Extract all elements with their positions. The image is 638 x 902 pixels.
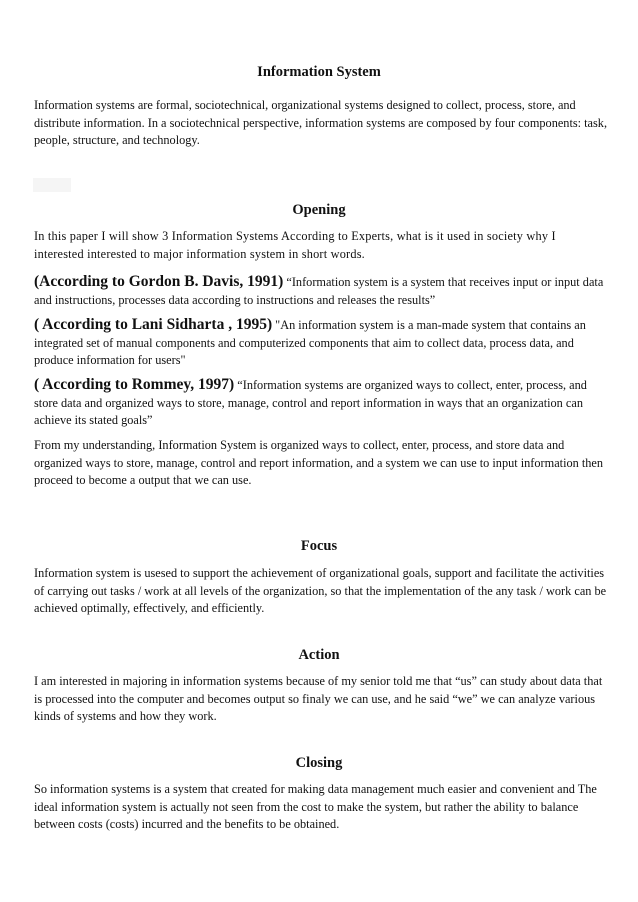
opening-heading: Opening	[292, 202, 346, 218]
intro-paragraph: Information systems are formal, sociotechnical, organizational systems designed to collect, process, store, and distribute information. In a sociotechnical perspective, information systems are composed by four components: task, people, structure, and technology.	[34, 98, 608, 147]
focus-heading: Focus	[300, 538, 338, 554]
closing-paragraph: So information systems is a system that created for making data management much easier and convenient and The ideal information system is actually not seen from the cost to make the system, but rather the ability to balance between costs (costs) incurred and the benefits to be obtained.	[34, 782, 597, 831]
opening-paragraph: In this paper I will show 3 Information Systems According to Experts, what is it used in society why I interested interested to major information system in short words.	[34, 229, 556, 261]
definition-rommey-text: “Information systems are organized ways to collect, enter, process, and store data and organized ways to store, manage, control and report information in ways that an organization can achieve its stated goals”	[34, 378, 587, 427]
definition-davis-text: “Information system is a system that receives input or input data and instructions, processes data according to instructions and releases the results”	[34, 275, 604, 307]
action-heading: Action	[298, 647, 340, 663]
definition-davis	[34, 273, 608, 309]
document-title: Information System	[257, 64, 381, 80]
action-paragraph: I am interested in majoring in information systems because of my senior told me that “us” can study about data that is processed into the computer and becomes output so finaly we can use, and he said “we” we can analyze various kinds of systems and how they work.	[34, 674, 603, 723]
focus-paragraph: Information system is usesed to support the achievement of organizational goals, support and facilitate the activities of carrying out tasks / work at all levels of the organization, so that the implementation of the any task / work can be achieved optimally, effectively, and efficiently.	[34, 566, 607, 615]
closing-heading: Closing	[295, 755, 343, 771]
definition-rommey	[34, 376, 608, 430]
definition-davis-lead: (According to Gordon B. Davis, 1991)	[34, 273, 284, 290]
blank-mark	[33, 178, 71, 192]
definition-rommey-lead: ( According to Rommey, 1997)	[34, 376, 235, 393]
definition-sidharta-text: "An information system is a man-made system that contains an integrated set of manual components and computerized components that aim to collect data, process data, and produce information for users"	[34, 318, 586, 367]
understanding-paragraph: From my understanding, Information System is organized ways to collect, enter, process, and store data and organized ways to store, manage, control and report information, and a system we can use to input information then proceed to become a output that we can use.	[34, 438, 604, 487]
definition-sidharta	[34, 316, 608, 370]
definition-sidharta-lead: ( According to Lani Sidharta , 1995)	[34, 316, 273, 333]
